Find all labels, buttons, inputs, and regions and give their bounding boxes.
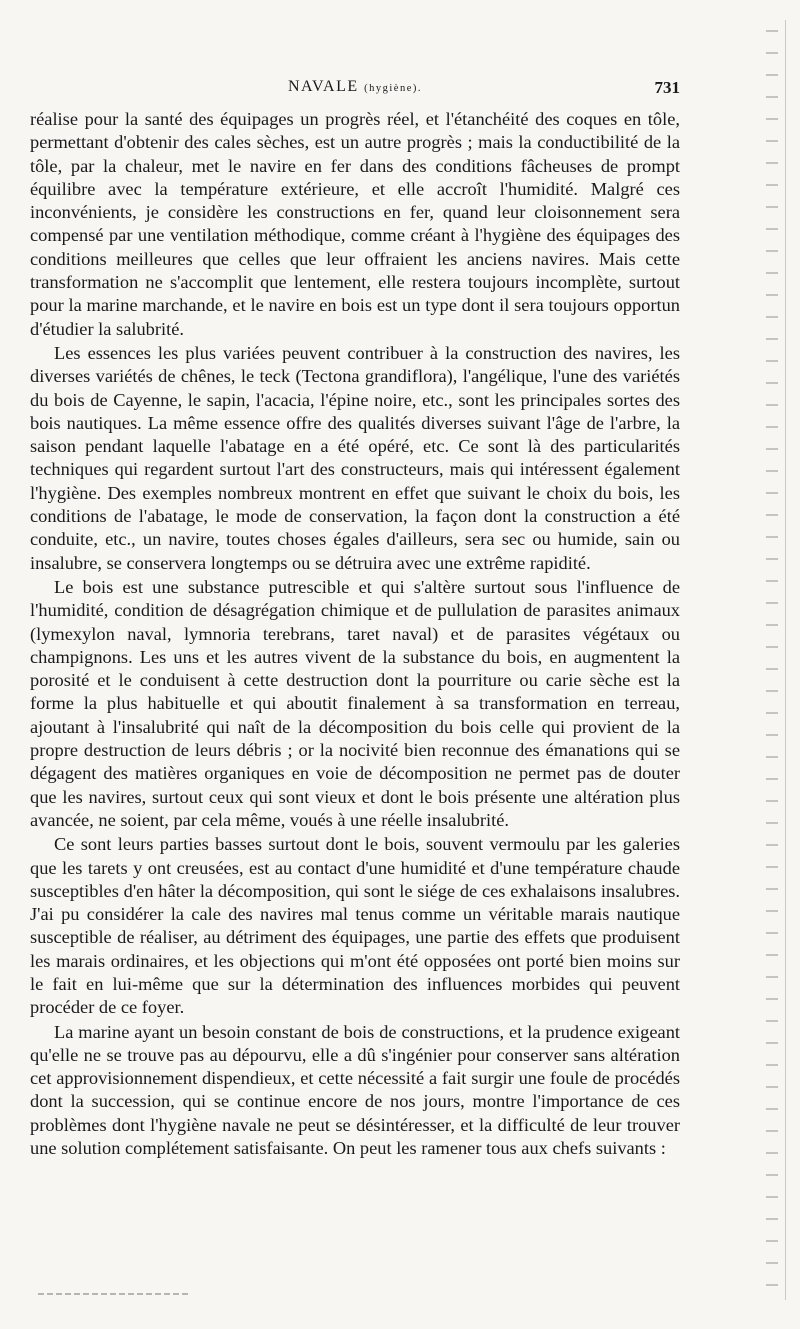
margin-rule: [785, 20, 786, 1300]
paragraph-1: réalise pour la santé des équipages un progrès réel, et l'étanchéité des coques en tôle, permettant d'obtenir des cales sèches, est un autre progrès ; mais la conductibilité de la tôle, par la chaleur, met le navire en fer dans des conditions fâcheuses de prompt équilibre avec la température extérieure, et elle accroît l'humidité. Malgré ces inconvénients, je considère les constructions en fer, quand leur cloisonnement sera compensé par une ventilation méthodique, comme créant à l'hygiène des équipages des conditions meilleures que celles que leur offraient les anciens navires. Mais cette transformation ne s'accomplit que lentement, elle restera toujours incomplète, surtout pour la marine marchande, et le navire en bois est un type dont il sera toujours opportun d'étudier la salubrité.: [30, 109, 680, 339]
paragraph-2: Les essences les plus variées peuvent contribuer à la construction des navires, les diverses variétés de chênes, le teck (Tectona grandiflora), l'angélique, l'une des variétés du bois de Cayenne, le sapin, l'acacia, l'épine noire, etc., sont les principales sortes des bois nautiques. La même essence offre des qualités diverses suivant l'âge de l'arbre, la saison pendant laquelle l'abatage en a été opéré, etc. Ce sont là des particularités techniques qui regardent surtout l'art des constructeurs, mais qui intéressent également l'hygiène. Des exemples nombreux montrent en effet que suivant le choix du bois, les conditions de l'abatage, le mode de conservation, la façon dont la construction a été conduite, etc., un navire, toutes choses égales d'ailleurs, sera sec ou humide, sain ou insalubre, se conservera longtemps ou se détruira avec une extrême rapidité.: [30, 342, 680, 573]
paragraph-4: Ce sont leurs parties basses surtout dont le bois, souvent vermoulu par les galeries que les tarets y ont creusées, est au contact d'une humidité et d'une température chaude susceptibles d'en hâter la décomposition, qui sont le siége de ces exhalaisons insalubres. J'ai pu considérer la cale des navires mal tenus comme un véritable marais nautique susceptible de réaliser, au détriment des équipages, une partie des effets que produisent les marais ordinaires, et les objections qui m'ont été opposées ont porté bien moins sur le fait en lui-même que sur la détermination des influences morbides qui peuvent procéder de ce foyer.: [30, 834, 680, 1018]
paragraph-3: Le bois est une substance putrescible et qui s'altère surtout sous l'influence de l'humidité, condition de désagrégation chimique et de pullulation de parasites animaux (lymexylon naval, lymnoria terebrans, taret naval) et de parasites végétaux ou champignons. Les uns et les autres vivent de la substance du bois, en augmentent la porosité et le conduisent à cette destruction dont la pourriture ou carie sèche est la forme la plus habituelle et qui aboutit finalement à sa transformation en terreau, ajoutant à l'insalubrité qui naît de la décomposition du bois celle qui provient de la propre destruction de leurs débris ; or la nocivité bien reconnue des émanations qui se dégagent des matières organiques en voie de décomposition ne permet pas de douter que les navires, surtout ceux qui sont vieux et dont le bois présente une altération plus avancée, ne soient, par cela même, voués à une réelle insalubrité.: [30, 576, 680, 830]
footer-mark: [38, 1293, 188, 1295]
running-subtitle: (hygiène).: [364, 83, 422, 94]
running-title: NAVALE: [288, 78, 359, 95]
page-header: [30, 78, 680, 102]
paragraph-5: La marine ayant un besoin constant de bois de constructions, et la prudence exigeant qu'elle ne se trouve pas au dépourvu, elle a dû s'ingénier pour conserver sans altération cet approvisionnement dispendieux, et cette nécessité a fait surgir une foule de procédés dont la succession, qui se continue encore de nos jours, montre l'importance de ces problèmes dont l'hygiène navale ne peut se désintéresser, et la difficulté de leur trouver une solution complétement satisfaisante. On peut les ramener tous aux chefs suivants :: [30, 1021, 680, 1159]
margin-marks: [766, 30, 778, 1300]
running-head: [30, 78, 680, 96]
body-text: [30, 108, 680, 1160]
page-number: 731: [654, 78, 680, 97]
